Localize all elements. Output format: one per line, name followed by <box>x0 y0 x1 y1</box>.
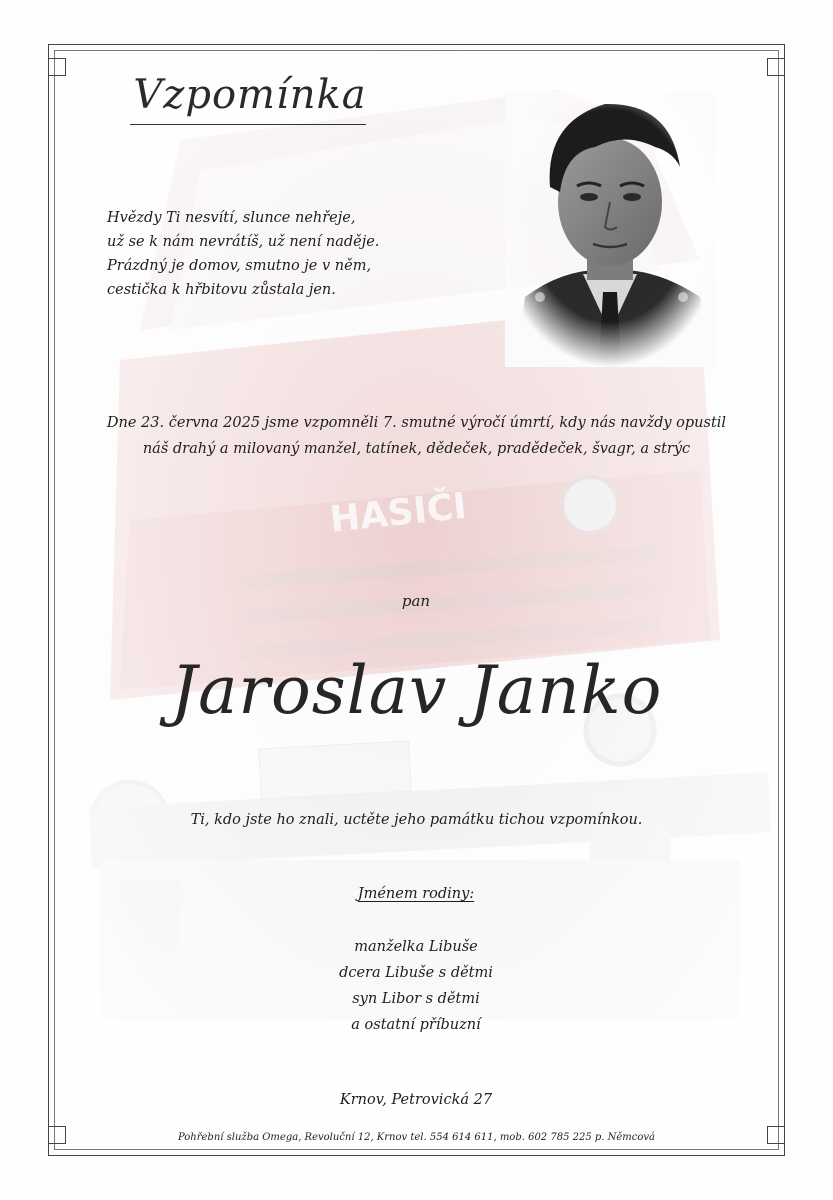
family-member: dcera Libuše s dětmi <box>339 965 493 981</box>
poem-line: cestička k hřbitovu zůstala jen. <box>107 282 336 298</box>
funeral-service-footer: Pohřební služba Omega, Revoluční 12, Krnov tel. 554 614 611, mob. 602 785 225 p. Němcová <box>177 1132 656 1143</box>
corner-ornament-top-left <box>48 58 66 76</box>
memorial-announcement <box>90 410 743 462</box>
portrait-photo <box>505 92 715 367</box>
family-heading: Jménem rodiny: <box>357 886 475 902</box>
poem-line: už se k nám nevrátíš, už není naděje. <box>107 234 380 250</box>
poem-line: Hvězdy Ti nesvítí, slunce nehřeje, <box>107 210 356 226</box>
title-underline <box>130 124 366 125</box>
family-list <box>266 934 566 1038</box>
family-address: Krnov, Petrovická 27 <box>339 1092 493 1108</box>
salutation: pan <box>401 592 431 610</box>
corner-ornament-bottom-left <box>48 1126 66 1144</box>
corner-ornament-bottom-right <box>767 1126 785 1144</box>
family-member: syn Libor s dětmi <box>352 991 480 1007</box>
corner-ornament-top-right <box>767 58 785 76</box>
page-title: Vzpomínka <box>133 72 367 118</box>
deceased-name: Jaroslav Janko <box>170 652 663 729</box>
tribute-text: Ti, kdo jste ho znali, uctěte jeho památku tichou vzpomínkou. <box>190 812 643 828</box>
family-member: manželka Libuše <box>354 939 478 955</box>
family-member: a ostatní příbuzní <box>351 1017 481 1033</box>
announcement-line: Dne 23. června 2025 jsme vzpomněli 7. smutné výročí úmrtí, kdy nás navždy opustil <box>106 415 727 431</box>
announcement-line: náš drahý a milovaný manžel, tatínek, dědeček, pradědeček, švagr, a strýc <box>142 441 691 457</box>
poem-line: Prázdný je domov, smutno je v něm, <box>107 258 372 274</box>
poem <box>107 206 437 302</box>
